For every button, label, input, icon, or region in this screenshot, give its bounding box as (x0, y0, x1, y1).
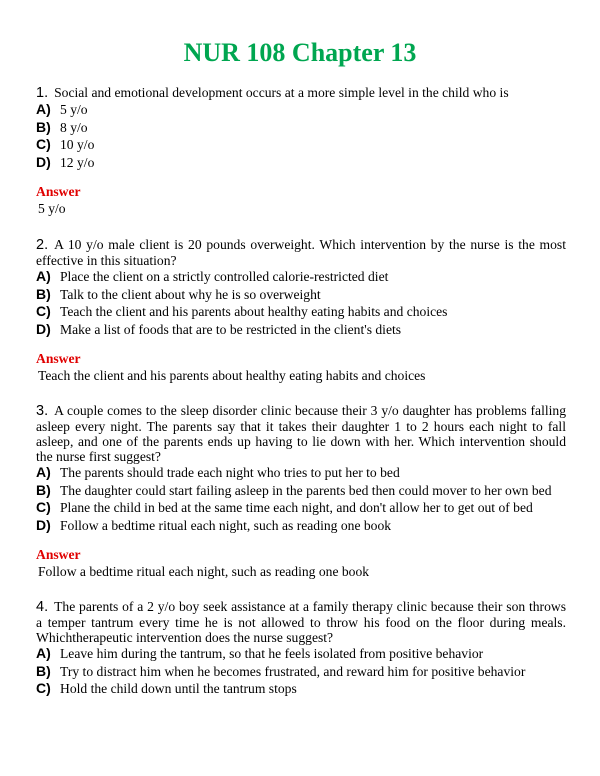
option-c: C) 10 y/o (36, 136, 95, 152)
question-4 (36, 599, 566, 698)
option-b: B) 8 y/o (36, 118, 88, 135)
answer-text: Follow a bedtime ritual each night, such as reading one book (38, 564, 370, 579)
option-b: B) The daughter could start failing asleep in the parents bed then could mover to her own bed (36, 481, 552, 498)
question-text (36, 403, 566, 464)
question-stem: Social and emotional development occurs at a more simple level in the child who is (54, 85, 509, 100)
question-text (36, 237, 566, 268)
option-a: A) Place the client on a strictly controlled calorie-restricted diet (36, 268, 389, 284)
option-c: C) Plane the child in bed at the same time each night, and don't allow her to get out of bed (36, 499, 533, 515)
option-d: D) 12 y/o (36, 153, 95, 170)
question-number: 3. (36, 403, 49, 419)
option-b: B) Talk to the client about why he is so overweight (36, 285, 321, 302)
option-a: A) 5 y/o (36, 101, 88, 117)
question-stem: A 10 y/o male client is 20 pounds overweight. Which intervention by the nurse is the most effective in this situation? (36, 237, 566, 268)
answer-text: 5 y/o (38, 201, 66, 216)
option-d: D) Make a list of foods that are to be restricted in the client's diets (36, 320, 402, 337)
question-number: 2. (36, 237, 49, 253)
question-1 (36, 85, 566, 217)
answer-label: Answer (36, 351, 81, 366)
option-a: A) Leave him during the tantrum, so that he feels isolated from positive behavior (36, 645, 484, 661)
question-stem: The parents of a 2 y/o boy seek assistance at a family therapy clinic because their son throws a temper tantrum every time he is not allowed to throw his food on the floor during meals. Whichtherapeutic intervention does the nurse suggest? (36, 599, 566, 645)
question-2 (36, 237, 566, 384)
answer-text: Teach the client and his parents about healthy eating habits and choices (38, 368, 426, 383)
option-b: B) Try to distract him when he becomes frustrated, and reward him for positive behavior (36, 662, 526, 679)
option-c: C) Teach the client and his parents about healthy eating habits and choices (36, 303, 448, 319)
option-a: A) The parents should trade each night who tries to put her to bed (36, 464, 400, 480)
question-number: 4. (36, 599, 49, 615)
question-text (36, 599, 566, 645)
option-d: D) Follow a bedtime ritual each night, such as reading one book (36, 516, 392, 533)
question-stem: A couple comes to the sleep disorder clinic because their 3 y/o daughter has problems falling asleep every night. The parents say that it takes their daughter 1 to 2 hours each night to fall asleep, and one of the parents ends up having to lie down with her. Which intervention should the nurse first suggest? (36, 403, 566, 464)
question-text (36, 85, 566, 101)
answer-label: Answer (36, 184, 81, 199)
page-title: NUR 108 Chapter 13 (183, 38, 417, 67)
option-c: C) Hold the child down until the tantrum stops (36, 680, 297, 696)
question-number: 1. (36, 85, 49, 101)
answer-label: Answer (36, 547, 81, 562)
question-3 (36, 403, 566, 580)
